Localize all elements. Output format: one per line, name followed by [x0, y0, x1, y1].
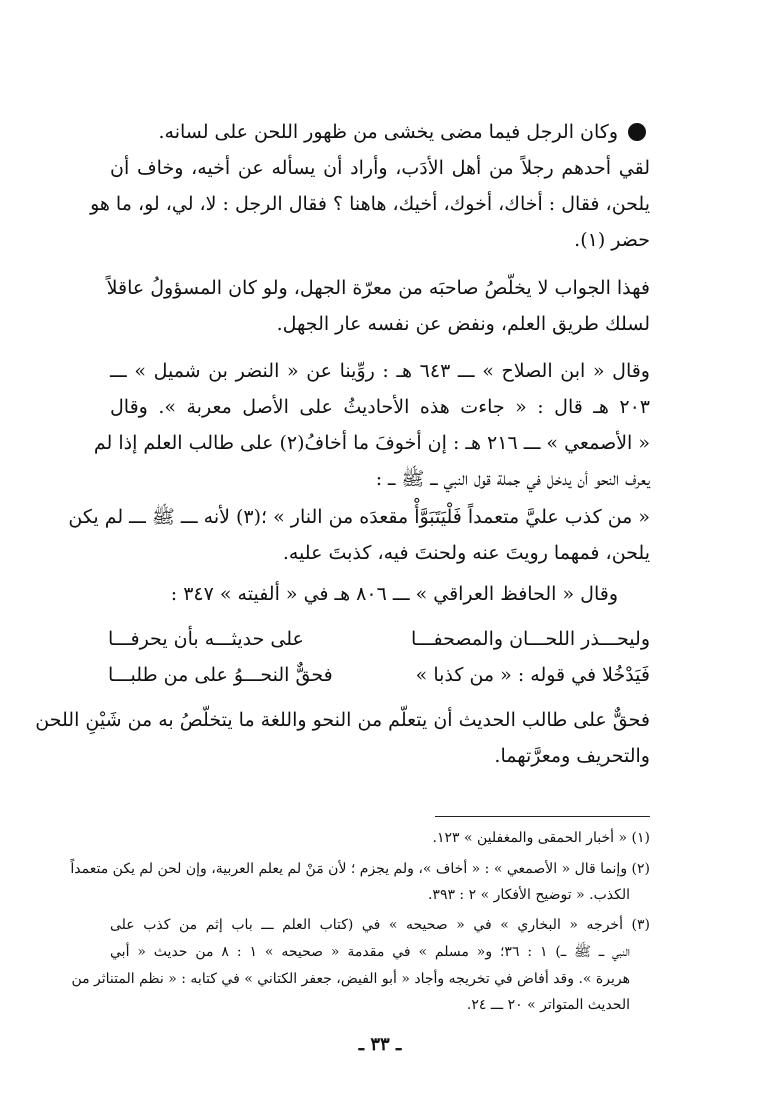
footnote-3-line: (٣) أخرجه « البخاري » في « صحيحه » في (كتاب العلم ـــ باب إثم من كذب على: [110, 917, 650, 933]
verse-2-first-hemistich: فَيَدْخُلا في قوله : « من كذبا »: [415, 664, 650, 686]
footnote-2-line: الكذب. « توضيح الأفكار » ٢ : ٣٩٣.: [427, 887, 630, 903]
footnote-1: (١) « أخبار الحمقى والمغفلين » ١٢٣.: [432, 830, 650, 846]
paragraph-2-line: يلحن، فقال : أخاك، أخوك، أخيك، هاهنا ؟ فقال الرجل : لا، لي، لو، ما هو: [90, 193, 650, 215]
paragraph-4-line: « الأصمعي » ـــ ٢١٦ هـ : إن أخوفَ ما أخافُ(٢) على طالب العلم إذا لم: [93, 432, 650, 454]
page-number: ـ ٣٣ ـ: [358, 1034, 402, 1055]
paragraph-2-line: حضر (١).: [574, 229, 650, 251]
paragraph-6-line: فحقٌّ على طالب الحديث أن يتعلّم من النحو واللغة ما يتخلّصُ به من شَيْنِ اللحن: [35, 709, 650, 731]
paragraph-1-line: وكان الرجل فيما مضى يخشى من ظهور اللحن على لسانه.: [158, 121, 618, 143]
footnote-3-line: هريرة ». وقد أفاض في تخريجه وأجاد « أبو الفيض، جعفر الكتاني » في كتابه : « نظم المتناثر من: [71, 971, 630, 987]
paragraph-6-line: والتحريف ومعرَّتهما.: [494, 745, 650, 767]
paragraph-5-line: وقال « الحافظ العراقي » ـــ ٨٠٦ هـ في « ألفيته » ٣٤٧ :: [170, 583, 618, 605]
paragraph-4-line: « من كذب عليَّ متعمداً فَلْيَتَبَوَّأْ مقعدَه من النار » ؛(٣) لأنه ـــ ﷺ ـــ لم يكن: [68, 506, 650, 528]
bullet-dot-icon: [628, 123, 646, 141]
paragraph-3-line: فهذا الجواب لا يخلّصُ صاحبَه من معرّة الجهل، ولو كان المسؤولُ عاقلاً: [106, 277, 650, 299]
verse-1-second-hemistich: على حديثـــه بأن يحرفـــا: [108, 628, 304, 650]
verse-2-second-hemistich: فحقٌّ النحـــوُ على من طلبـــا: [108, 664, 333, 686]
footnote-3-line: النبي ـــ ﷺ ـــ) ١ : ٣٦؛ و« مسلم » في مقدمة « صحيحه » ١ : ٨ من حديث « أبي: [110, 944, 631, 960]
footnote-separator: [435, 816, 650, 817]
footnote-3-line: الحديث المتواتر » ٢٠ ـــ ٢٤.: [466, 997, 630, 1013]
verse-1-first-hemistich: وليحـــذر اللحـــان والمصحفـــا: [410, 628, 650, 650]
paragraph-4-line: يعرف النحو أن يدخل في جملة قول النبي ـــ ﷺ ـــ :: [375, 468, 650, 490]
footnote-2-line: (٢) وإنما قال « الأصمعي » : « أخاف »، ولم يجزم ؛ لأن مَنْ لم يعلم العربية، وإن لحن لم يكن متعمداً: [70, 861, 650, 877]
paragraph-4-line: ٢٠٣ هـ قال : « جاءت هذه الأحاديثُ على الأصل معربة ». وقال: [110, 396, 650, 418]
paragraph-3-line: لسلك طريق العلم، ونفض عن نفسه عار الجهل.: [276, 313, 650, 335]
paragraph-4-line: وقال « ابن الصلاح » ـــ ٦٤٣ هـ : روِّينا عن « النضر بن شميل » ـــ: [110, 360, 650, 382]
paragraph-2-line: لقي أحدهم رجلاً من أهل الأدَب، وأراد أن يسأله عن أخيه، وخاف أن: [110, 157, 650, 179]
paragraph-4-line: يلحن، فمهما رويتَ عنه ولحنتَ فيه، كذبتَ عليه.: [282, 542, 650, 564]
